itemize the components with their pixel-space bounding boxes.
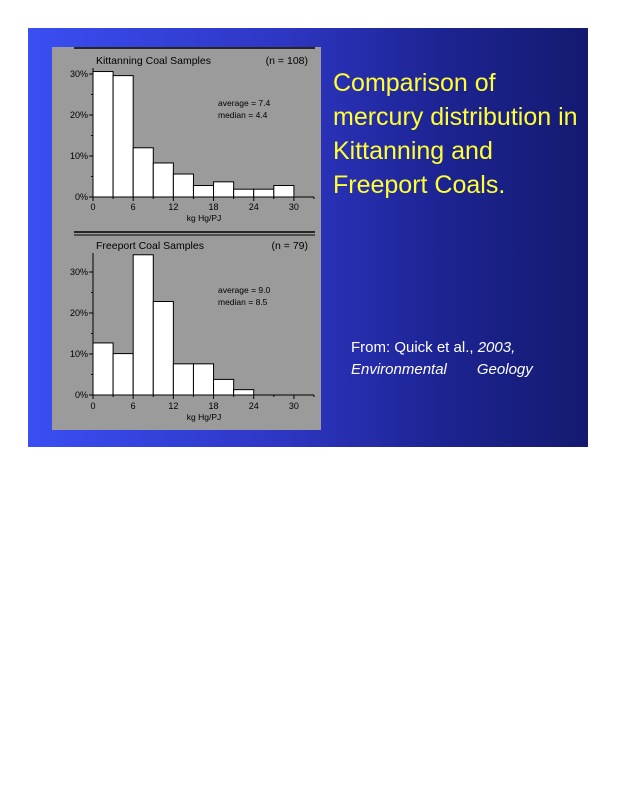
x-tick-label: 12	[168, 202, 179, 212]
histogram-bar	[113, 354, 133, 395]
y-tick-label: 0%	[74, 192, 88, 202]
x-tick-label: 0	[90, 401, 96, 411]
y-tick-label: 20%	[69, 308, 88, 318]
y-tick-label: 10%	[69, 151, 88, 161]
slide-title: Comparison of mercury distribution in Kittanning and Freeport Coals.	[333, 69, 578, 199]
x-tick-label: 6	[130, 401, 136, 411]
histogram-bar	[254, 189, 274, 197]
histogram-bar	[234, 189, 254, 197]
stats-annotation: median = 8.5	[218, 297, 268, 307]
chart-title: Kittanning Coal Samples	[96, 55, 211, 67]
histogram-bar	[173, 174, 193, 197]
histogram-bar	[133, 148, 153, 197]
y-tick-label: 30%	[69, 69, 88, 79]
histogram-bar	[133, 255, 153, 395]
histogram-bar	[153, 163, 173, 197]
x-axis-label: kg Hg/PJ	[186, 412, 222, 422]
citation-from: From: Quick et al.,	[351, 339, 474, 356]
x-tick-label: 12	[168, 401, 179, 411]
histogram-svg	[52, 47, 321, 430]
x-tick-label: 30	[288, 401, 299, 411]
y-tick-label: 20%	[69, 110, 88, 120]
citation-journal-part2: Geology	[476, 361, 533, 378]
stats-annotation: average = 7.4	[218, 98, 271, 108]
histogram-bar	[214, 379, 234, 395]
x-tick-label: 18	[208, 202, 219, 212]
histogram-bar	[234, 390, 254, 395]
histogram-bar	[113, 76, 133, 197]
histogram-bar	[93, 343, 113, 395]
x-tick-label: 0	[90, 202, 96, 212]
x-tick-label: 18	[208, 401, 219, 411]
chart-n-label: (n = 79)	[271, 240, 308, 252]
citation-journal-part1: Environmental	[351, 361, 447, 378]
y-tick-label: 0%	[74, 390, 88, 400]
citation-year: 2003,	[477, 339, 516, 356]
histogram-bar	[93, 72, 113, 197]
x-tick-label: 6	[130, 202, 136, 212]
stats-annotation: median = 4.4	[218, 110, 268, 120]
histogram-bar	[214, 182, 234, 197]
x-tick-label: 30	[288, 202, 299, 212]
y-tick-label: 30%	[69, 267, 88, 277]
slide	[28, 28, 588, 447]
y-tick-label: 10%	[69, 349, 88, 359]
stats-annotation: average = 9.0	[218, 285, 271, 295]
x-tick-label: 24	[248, 202, 259, 212]
citation	[351, 337, 581, 381]
histogram-bar	[274, 186, 294, 197]
histogram-bar	[193, 364, 213, 395]
histogram-bar	[173, 364, 193, 395]
histogram-figure	[52, 47, 321, 430]
x-tick-label: 24	[248, 401, 259, 411]
x-axis-label: kg Hg/PJ	[186, 213, 222, 223]
chart-n-label: (n = 108)	[265, 55, 308, 67]
histogram-bar	[193, 186, 213, 197]
chart-title: Freeport Coal Samples	[96, 240, 204, 252]
histogram-bar	[153, 302, 173, 395]
